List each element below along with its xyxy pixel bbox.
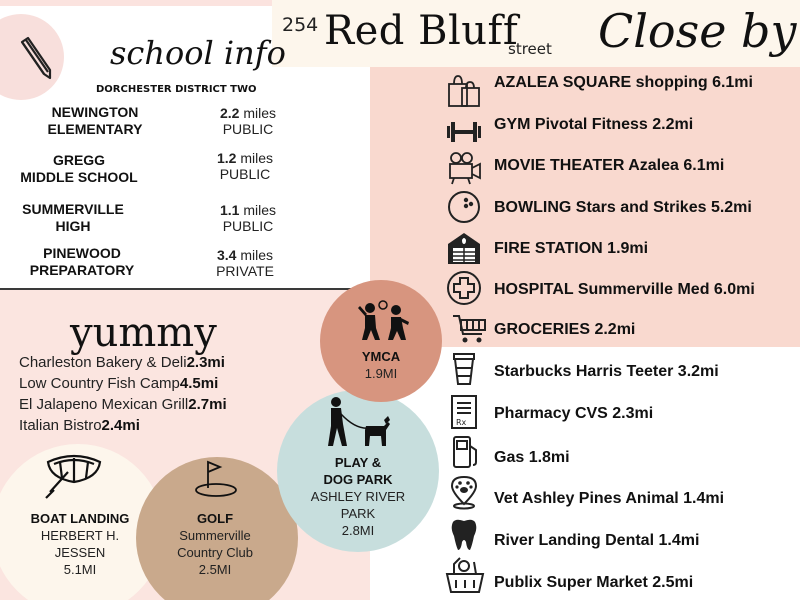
yummy-title: yummy bbox=[70, 310, 217, 356]
gas-pump-icon bbox=[446, 434, 482, 470]
rowboat-icon bbox=[44, 452, 104, 502]
close-by-item: Publix Super Market 2.5mi bbox=[494, 574, 694, 591]
school-distance: 3.4 miles PRIVATE bbox=[216, 247, 274, 279]
close-by-item: Gas 1.8mi bbox=[494, 449, 570, 466]
ymca-label: YMCA 1.9MI bbox=[361, 349, 401, 381]
school-name: PINEWOOD PREPARATORY bbox=[29, 245, 135, 278]
hospital-cross-icon bbox=[446, 270, 482, 306]
boat-landing-label: BOAT LANDING HERBERT H. JESSEN 5.1MI bbox=[30, 511, 130, 577]
close-by-item: GROCERIES 2.2mi bbox=[494, 321, 636, 338]
restaurant-item: Italian Bistro2.4mi bbox=[19, 417, 140, 434]
vet-location-icon bbox=[446, 474, 482, 510]
shopping-bags-icon bbox=[446, 72, 482, 108]
park-label: PLAY & DOG PARK ASHLEY RIVER PARK 2.8MI bbox=[310, 455, 406, 538]
bowling-ball-icon bbox=[446, 189, 482, 225]
movie-camera-icon bbox=[446, 150, 482, 186]
close-by-item: FIRE STATION 1.9mi bbox=[494, 240, 649, 257]
restaurant-item: El Jalapeno Mexican Grill2.7mi bbox=[19, 396, 227, 413]
restaurant-item: Low Country Fish Camp4.5mi bbox=[19, 375, 219, 392]
close-by-item: BOWLING Stars and Strikes 5.2mi bbox=[494, 199, 752, 216]
pencil-icon bbox=[16, 36, 56, 80]
street-name: Red Bluff bbox=[324, 8, 519, 54]
top-strip bbox=[0, 0, 272, 6]
svg-text:Rx: Rx bbox=[456, 418, 467, 427]
close-by-item: MOVIE THEATER Azalea 6.1mi bbox=[494, 157, 725, 174]
prescription-icon bbox=[446, 394, 482, 430]
fire-station-icon bbox=[446, 230, 482, 266]
school-distance: 2.2 miles PUBLIC bbox=[219, 105, 277, 137]
close-by-lower-bg bbox=[440, 347, 800, 600]
close-by-item: Starbucks Harris Teeter 3.2mi bbox=[494, 363, 719, 380]
school-name: SUMMERVILLE HIGH bbox=[22, 201, 124, 234]
close-by-item: Pharmacy CVS 2.3mi bbox=[494, 405, 654, 422]
school-distance: 1.1 miles PUBLIC bbox=[219, 202, 277, 234]
school-name: GREGG MIDDLE SCHOOL bbox=[20, 152, 138, 185]
golf-flag-icon bbox=[194, 460, 238, 498]
close-by-item: GYM Pivotal Fitness 2.2mi bbox=[494, 116, 694, 133]
close-by-title: Close by bbox=[598, 4, 797, 58]
school-distance: 1.2 miles PUBLIC bbox=[216, 150, 274, 182]
close-by-item: HOSPITAL Summerville Med 6.0mi bbox=[494, 281, 755, 298]
coffee-cup-icon bbox=[446, 350, 482, 386]
restaurant-item: Charleston Bakery & Deli2.3mi bbox=[19, 354, 225, 371]
dog-walking-icon bbox=[322, 396, 392, 448]
shopping-cart-icon bbox=[452, 310, 488, 346]
street-suffix: street bbox=[508, 40, 552, 58]
section-divider bbox=[0, 288, 352, 290]
school-district: DORCHESTER DISTRICT TWO bbox=[96, 84, 257, 95]
close-by-item: Vet Ashley Pines Animal 1.4mi bbox=[494, 490, 725, 507]
street-number: 254 bbox=[282, 14, 319, 36]
kids-playing-icon bbox=[356, 300, 412, 342]
tooth-icon bbox=[446, 516, 482, 552]
close-by-item: River Landing Dental 1.4mi bbox=[494, 532, 700, 549]
grocery-basket-icon bbox=[444, 554, 486, 596]
golf-label: GOLF Summerville Country Club 2.5MI bbox=[177, 511, 253, 577]
school-name: NEWINGTON ELEMENTARY bbox=[47, 104, 143, 137]
school-info-title: school info bbox=[110, 34, 286, 72]
dumbbell-icon bbox=[446, 114, 482, 150]
close-by-item: AZALEA SQUARE shopping 6.1mi bbox=[494, 74, 753, 91]
